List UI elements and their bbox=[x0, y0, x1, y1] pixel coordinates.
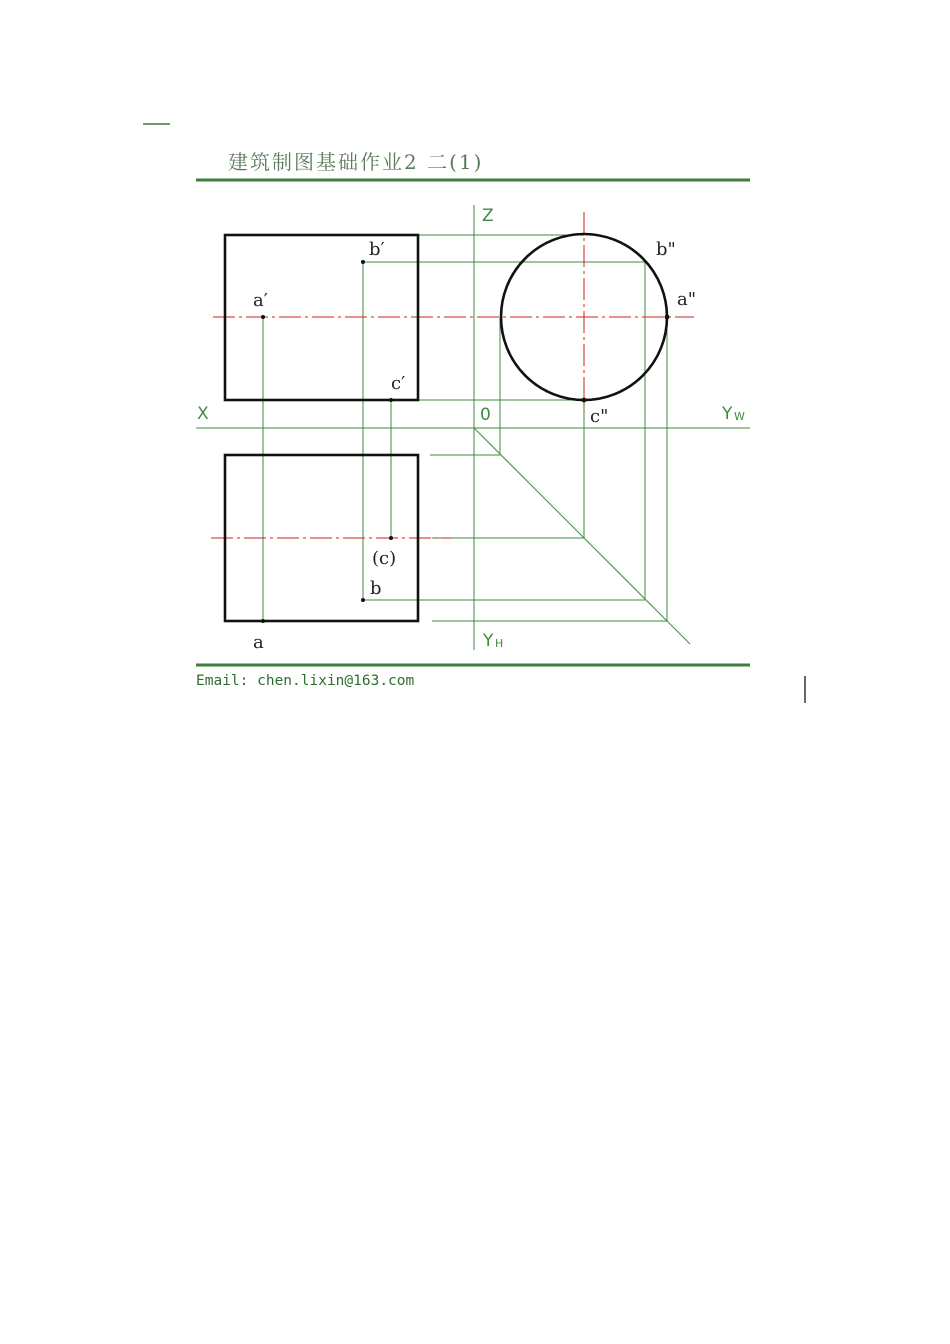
label-a-side: a" bbox=[677, 289, 697, 310]
label-b-front: b′ bbox=[369, 239, 385, 260]
axis-label-z: Z bbox=[482, 206, 494, 226]
point-b-top bbox=[361, 598, 365, 602]
axis-label-x: X bbox=[197, 404, 209, 424]
point-a-top bbox=[261, 619, 265, 623]
footer-email: Email: chen.lixin@163.com bbox=[196, 673, 415, 689]
point-b-front bbox=[361, 260, 365, 264]
points bbox=[261, 260, 669, 623]
axis-label-yh-sub: H bbox=[495, 637, 504, 650]
axis-label-origin: 0 bbox=[480, 405, 491, 425]
label-b-side: b" bbox=[656, 239, 676, 260]
axis-label-yw-sub: W bbox=[734, 410, 745, 423]
label-a-top: a bbox=[253, 632, 264, 653]
axis-label-yh bbox=[482, 631, 503, 651]
center-lines bbox=[211, 212, 697, 538]
label-c-top: (c) bbox=[372, 548, 397, 569]
point-c-side bbox=[582, 398, 587, 403]
point-c-front bbox=[389, 398, 393, 402]
miter-line bbox=[474, 428, 690, 644]
label-c-side: c" bbox=[590, 406, 609, 427]
point-a-side bbox=[665, 315, 670, 320]
point-a-front bbox=[261, 315, 265, 319]
page-title: 建筑制图基础作业2 二(1) bbox=[228, 150, 484, 174]
axis-label-yh-main: Y bbox=[483, 631, 494, 651]
label-b-top: b bbox=[370, 578, 382, 599]
label-a-front: a′ bbox=[253, 290, 268, 311]
axis-label-yw bbox=[721, 404, 745, 424]
label-c-front: c′ bbox=[391, 373, 406, 394]
point-c-top bbox=[389, 536, 393, 540]
axis-label-yw-main: Y bbox=[722, 404, 733, 424]
